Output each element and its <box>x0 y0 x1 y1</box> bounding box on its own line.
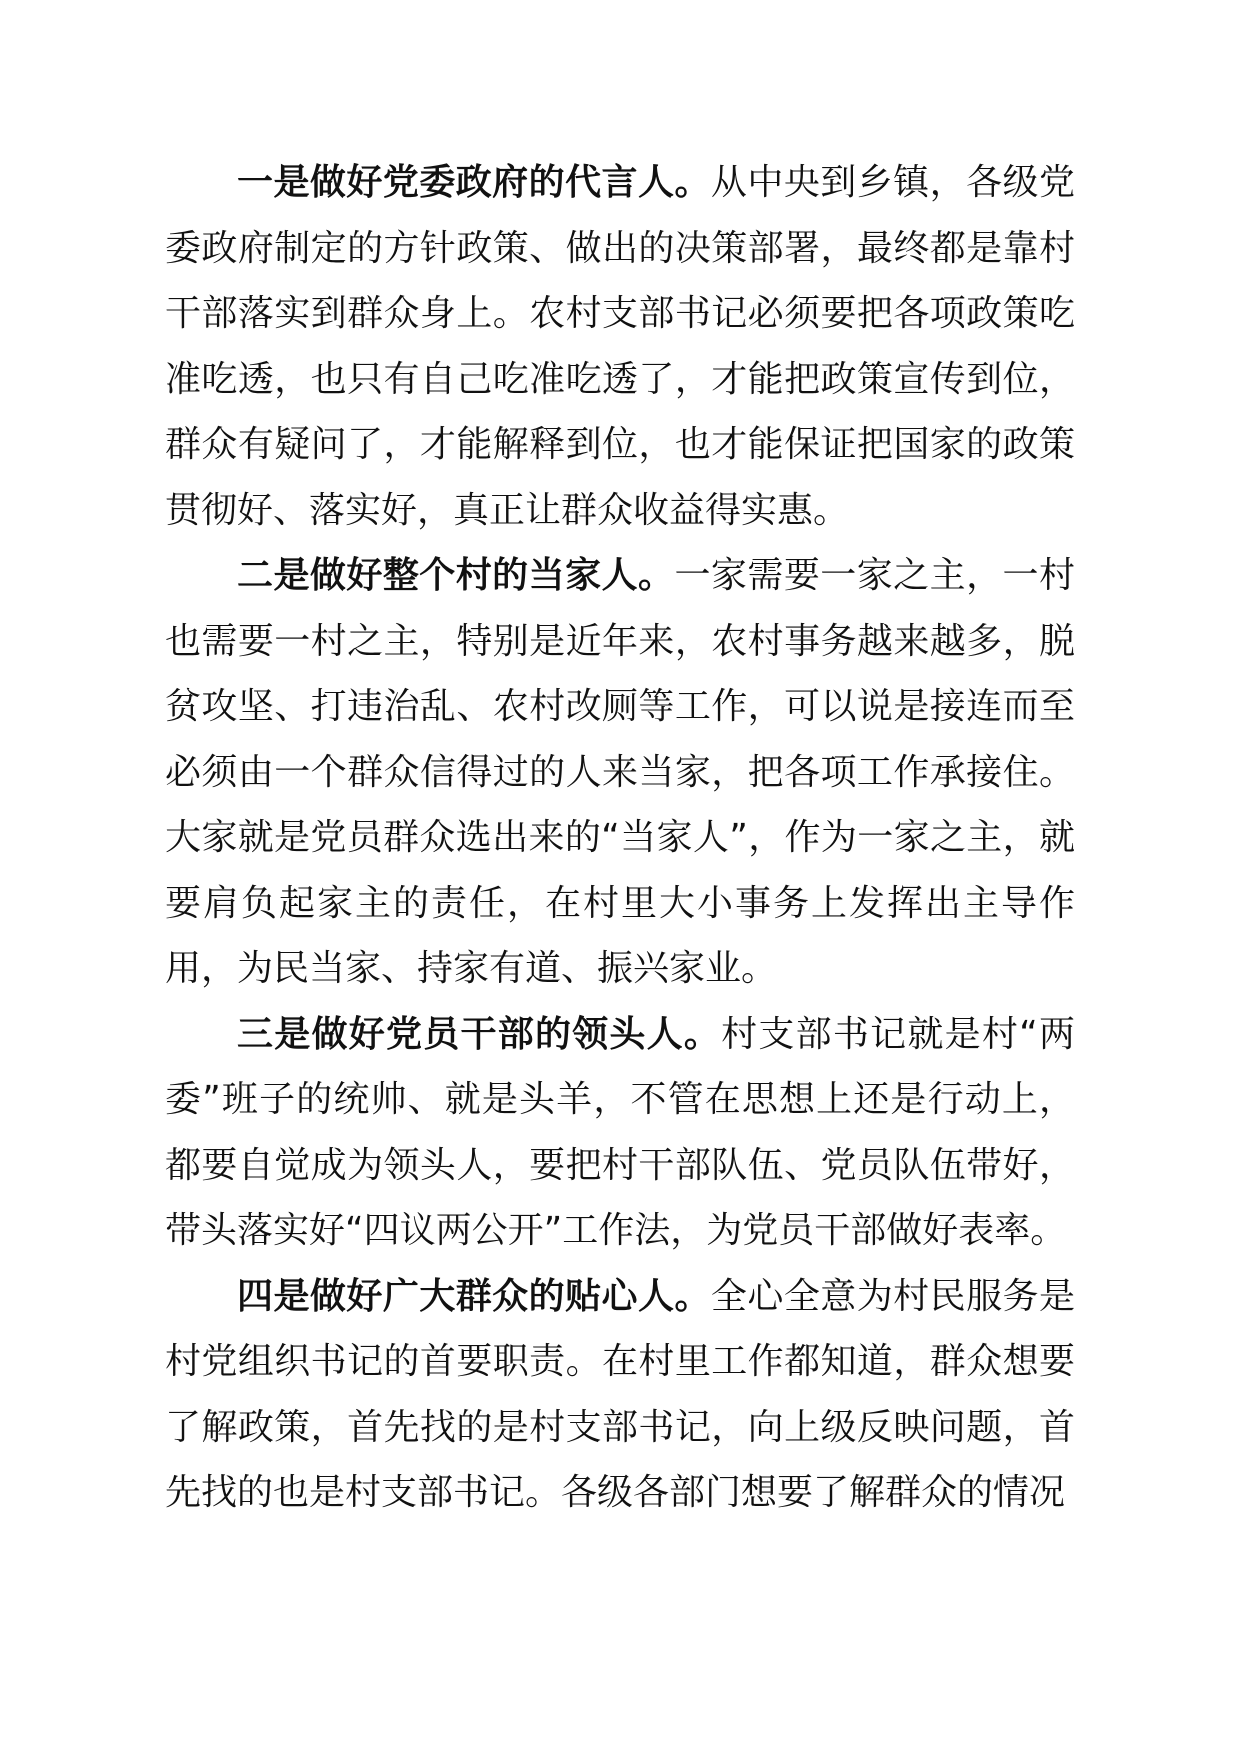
paragraph-2 <box>165 543 1075 1002</box>
paragraph-4-lead: 四是做好广大群众的贴心人。 <box>237 1275 711 1317</box>
paragraph-2-lead: 二是做好整个村的当家人。 <box>237 555 675 596</box>
paragraph-4 <box>165 1264 1075 1526</box>
paragraph-2-body: 一家需要一家之主，一村也需要一村之主，特别是近年来，农村事务越来越多，脱贫攻坚、打违治乱、农村改厕等工作，可以说是接连而至必须由一个群众信得过的人来当家，把各项工作承接住。大家就是党员群众选出来的“当家人”，作为一家之主，就要肩负起家主的责任，在村里大小事务上发挥出主导作用，为民当家、持家有道、振兴家业。 <box>165 555 1075 989</box>
paragraph-1-lead: 一是做好党委政府的代言人。 <box>237 162 711 203</box>
paragraph-3 <box>165 1002 1075 1264</box>
paragraph-3-body: 村支部书记就是村“两委”班子的统帅、就是头羊，不管在思想上还是行动上，都要自觉成为领头人，要把村干部队伍、党员队伍带好，带头落实好“四议两公开”工作法，为党员干部做好表率。 <box>165 1013 1075 1251</box>
document-body <box>165 150 1075 1526</box>
paragraph-1 <box>165 150 1075 543</box>
paragraph-4-body: 全心全意为村民服务是村党组织书记的首要职责。在村里工作都知道，群众想要了解政策，首先找的是村支部书记，向上级反映问题，首先找的也是村支部书记。各级各部门想要了解群众的情况 <box>165 1275 1075 1513</box>
paragraph-3-lead: 三是做好党员干部的领头人。 <box>237 1013 722 1055</box>
paragraph-1-body: 从中央到乡镇，各级党委政府制定的方针政策、做出的决策部署，最终都是靠村干部落实到群众身上。农村支部书记必须要把各项政策吃准吃透，也只有自己吃准吃透了，才能把政策宣传到位，群众有疑问了，才能解释到位，也才能保证把国家的政策贯彻好、落实好，真正让群众收益得实惠。 <box>165 162 1075 531</box>
